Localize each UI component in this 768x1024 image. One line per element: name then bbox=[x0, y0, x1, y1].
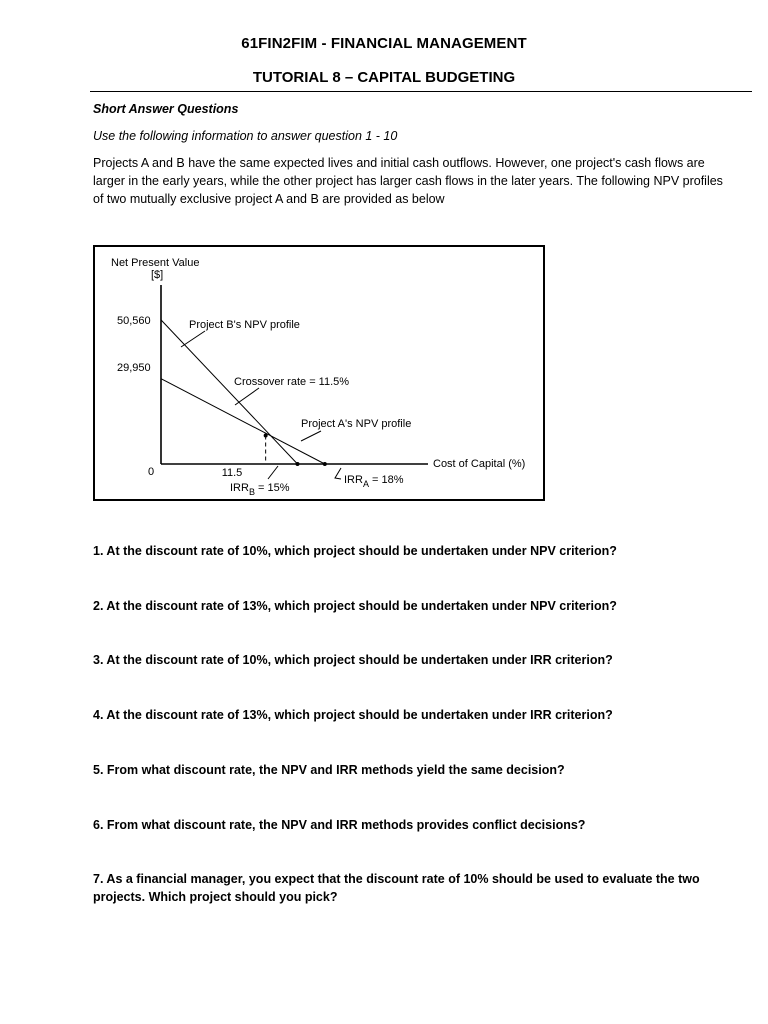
y-tick-label-b: 50,560 bbox=[117, 315, 151, 327]
question-7: 7. As a financial manager, you expect that the discount rate of 10% should be used to evaluate the two projects. Which project should you pick? bbox=[93, 872, 700, 904]
tutorial-title: TUTORIAL 8 – CAPITAL BUDGETING bbox=[252, 69, 516, 86]
question-5: 5. From what discount rate, the NPV and IRR methods yield the same decision? bbox=[93, 763, 565, 777]
crossover-point bbox=[264, 434, 268, 438]
instruction-text: Use the following information to answer question 1 - 10 bbox=[93, 129, 398, 143]
crossover-pointer bbox=[235, 388, 259, 405]
irr-b-point bbox=[296, 462, 300, 466]
project-b-label: Project B's NPV profile bbox=[189, 319, 300, 331]
y-axis-unit: [$] bbox=[151, 269, 164, 281]
question-4: 4. At the discount rate of 13%, which project should be undertaken under IRR criterion? bbox=[93, 708, 613, 722]
project-b-npv-line bbox=[161, 320, 298, 464]
question-1: 1. At the discount rate of 10%, which project should be undertaken under NPV criterion? bbox=[93, 544, 617, 558]
y-axis-label: Net Present Value bbox=[111, 257, 200, 269]
irr-a-label: $IRR_A = 18\%$ bbox=[344, 474, 404, 489]
x-axis-label: Cost of Capital (%) bbox=[433, 458, 526, 470]
question-2: 2. At the discount rate of 13%, which project should be undertaken under NPV criterion? bbox=[93, 599, 617, 613]
intro-paragraph: Projects A and B have the same expected lives and initial cash outflows. However, one project's cash flows are larger in the early years, while the other project has larger cash flows in the later years. The following NPV profiles of two mutually exclusive project A and B are provided as below bbox=[93, 156, 723, 206]
origin-label: 0 bbox=[147, 466, 155, 478]
question-3: 3. At the discount rate of 10%, which project should be undertaken under IRR criterion? bbox=[93, 653, 613, 667]
x-tick-label: 11.5 bbox=[221, 467, 243, 479]
crossover-label: Crossover rate = 11.5% bbox=[234, 376, 350, 388]
header-rule bbox=[90, 91, 752, 92]
project-b-pointer bbox=[181, 331, 205, 347]
y-tick-label-a: 29,950 bbox=[117, 362, 151, 374]
section-heading: Short Answer Questions bbox=[93, 102, 239, 116]
course-title: 61FIN2FIM - FINANCIAL MANAGEMENT bbox=[241, 35, 527, 52]
irr-a-point bbox=[323, 462, 327, 466]
project-a-label: Project A's NPV profile bbox=[301, 418, 412, 430]
irr-a-pointer bbox=[335, 468, 341, 479]
npv-profile-chart bbox=[93, 245, 545, 501]
irr-b-pointer bbox=[268, 466, 278, 479]
project-a-pointer bbox=[301, 431, 321, 441]
question-6: 6. From what discount rate, the NPV and IRR methods provides conflict decisions? bbox=[93, 818, 586, 832]
irr-b-label: $IRR_B = 15\%$ bbox=[230, 482, 290, 497]
